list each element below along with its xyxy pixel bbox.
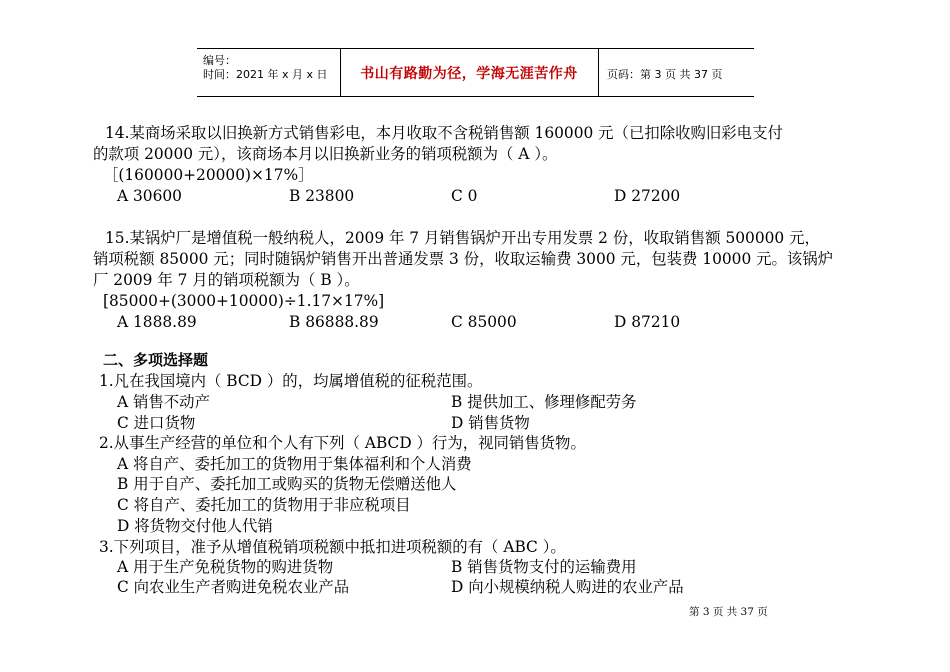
- header-divider-right: [598, 48, 599, 96]
- header-top-rule: [197, 48, 754, 49]
- s2-q3-option-d: D 向小规模纳税人购进的农业产品: [451, 578, 684, 596]
- s2-q3-stem: 3.下列项目，准予从增值税销项税额中抵扣进项税额的有（ ABC ）。: [99, 538, 566, 556]
- s2-q1-option-c: C 进口货物: [117, 414, 196, 432]
- q14-line2: 的款项 20000 元），该商场本月以旧换新业务的销项税额为（ A ）。: [93, 145, 558, 163]
- page-header: [197, 48, 754, 97]
- s2-q1-stem: 1.凡在我国境内（ BCD ）的，均属增值税的征税范围。: [99, 372, 483, 390]
- q15-option-c: C 85000: [451, 313, 517, 331]
- page-footer: 第 3 页 共 37 页: [689, 606, 768, 618]
- s2-q3-option-b: B 销售货物支付的运输费用: [451, 558, 637, 576]
- q15-option-a: A 1888.89: [117, 313, 197, 331]
- header-bottom-rule: [197, 96, 754, 97]
- s2-q1-option-b: B 提供加工、修理修配劳务: [451, 393, 637, 411]
- q15-formula: [85000+(3000+10000)÷1.17×17%]: [103, 292, 385, 310]
- s2-q2-option-b: B 用于自产、委托加工或购买的货物无偿赠送他人: [117, 475, 457, 493]
- q15-line3: 厂 2009 年 7 月的销项税额为（ B ）。: [93, 271, 360, 289]
- q15-option-d: D 87210: [614, 313, 681, 331]
- s2-q1-option-d: D 销售货物: [451, 414, 530, 432]
- q14-line1: 14.某商场采取以旧换新方式销售彩电，本月收取不含税销售额 160000 元（已扣除收购旧彩电支付: [105, 124, 783, 142]
- q15-option-b: B 86888.89: [289, 313, 379, 331]
- s2-q2-stem: 2.从事生产经营的单位和个人有下列（ ABCD ）行为，视同销售货物。: [99, 434, 586, 452]
- s2-q1-option-a: A 销售不动产: [117, 393, 210, 411]
- header-time-label: 时间：2021 年 x 月 x 日: [203, 68, 328, 81]
- q14-option-d: D 27200: [614, 187, 681, 205]
- s2-q2-option-d: D 将货物交付他人代销: [117, 517, 273, 535]
- q15-line2: 销项税额 85000 元；同时随锅炉销售开出普通发票 3 份，收取运输费 3000 元，包装费 10000 元。该锅炉: [93, 250, 834, 268]
- q14-option-c: C 0: [451, 187, 478, 205]
- s2-q3-option-c: C 向农业生产者购进免税农业产品: [117, 578, 350, 596]
- s2-q2-option-a: A 将自产、委托加工的货物用于集体福利和个人消费: [117, 455, 472, 473]
- s2-q2-option-c: C 将自产、委托加工的货物用于非应税项目: [117, 496, 411, 514]
- q14-option-b: B 23800: [289, 187, 355, 205]
- q14-option-a: A 30600: [117, 187, 182, 205]
- section-title: 二、多项选择题: [103, 351, 209, 369]
- s2-q3-option-a: A 用于生产免税货物的购进货物: [117, 558, 334, 576]
- q15-line1: 15.某锅炉厂是增值税一般纳税人，2009 年 7 月销售锅炉开出专用发票 2 份，收取销售额 500000 元，: [105, 229, 820, 247]
- q14-formula: ［(160000+20000)×17%］: [103, 166, 314, 184]
- header-page-label: 页码：第 3 页 共 37 页: [607, 68, 723, 81]
- header-number-label: 编号：: [203, 54, 236, 67]
- header-motto: 书山有路勤为径，学海无涯苦作舟: [360, 66, 578, 82]
